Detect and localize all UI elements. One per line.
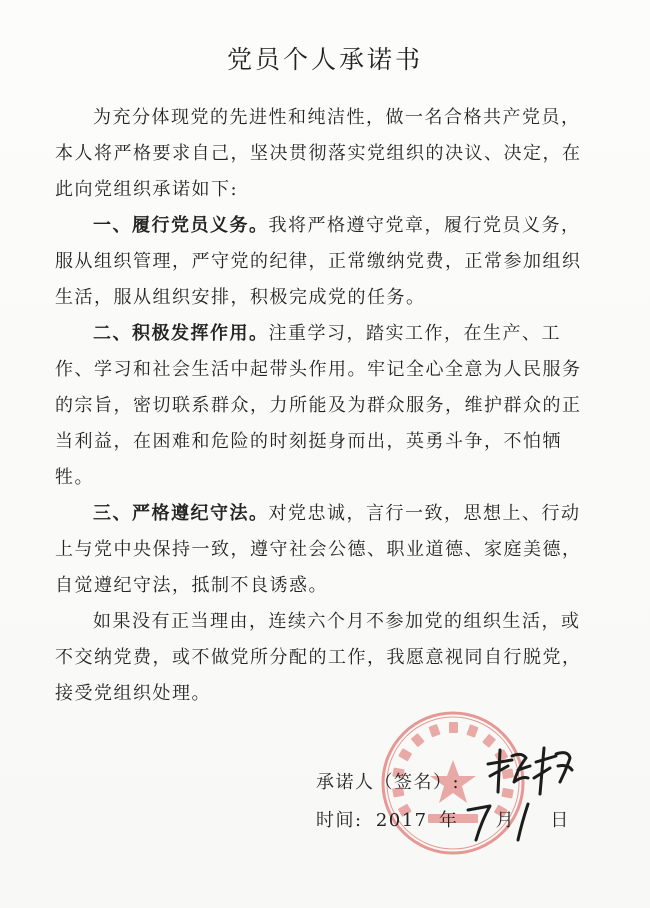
date-year-unit: 年 [438, 810, 459, 831]
handwritten-day [512, 798, 536, 844]
date-month-unit: 月 [495, 810, 516, 831]
signer-label: 承诺人（签名）: [316, 772, 461, 793]
date-year: 2017 [375, 810, 428, 831]
section-3-body: 对党忠诚，言行一致，思想上、行动上与党中央保持一致，遵守社会公德、职业道德、家庭美德，自觉遵纪守法，抵制不良诱惑。 [55, 503, 582, 596]
section-2-paragraph [55, 316, 595, 496]
section-3-paragraph [55, 496, 595, 604]
document-title: 党员个人承诺书 [226, 45, 423, 74]
section-1-heading: 一、履行党员义务。 [93, 215, 269, 236]
intro-paragraph: 为充分体现党的先进性和纯洁性，做一名合格共产党员，本人将严格要求自己，坚决贯彻落实党组织的决议、决定，在此向党组织承诺如下: [55, 107, 582, 200]
date-day-unit: 日 [550, 810, 570, 831]
handwritten-month [464, 798, 494, 844]
section-1-body: 我将严格遵守党章，履行党员义务，服从组织管理，严守党的纪律，正常缴纳党费，正常参加组织生活，服从组织安排，积极完成党的任务。 [55, 215, 582, 308]
section-2-heading: 二、积极发挥作用。 [93, 323, 269, 344]
date-label: 时间: [316, 810, 363, 831]
section-2-body: 注重学习，踏实工作，在生产、工作、学习和社会生活中起带头作用。牢记全心全意为人民服务的宗旨，密切联系群众，力所能及为群众服务，维护群众的正当利益，在困难和危险的时刻挺身而出，英勇斗争，不怕牺牲。 [55, 323, 582, 488]
closing-paragraph: 如果没有正当理由，连续六个月不参加党的组织生活，或不交纳党费，或不做党所分配的工作，我愿意视同自行脱党，接受党组织处理。 [55, 611, 582, 704]
section-1-paragraph [55, 208, 595, 316]
section-3-heading: 三、严格遵纪守法。 [93, 503, 269, 524]
handwritten-signature [482, 742, 578, 800]
